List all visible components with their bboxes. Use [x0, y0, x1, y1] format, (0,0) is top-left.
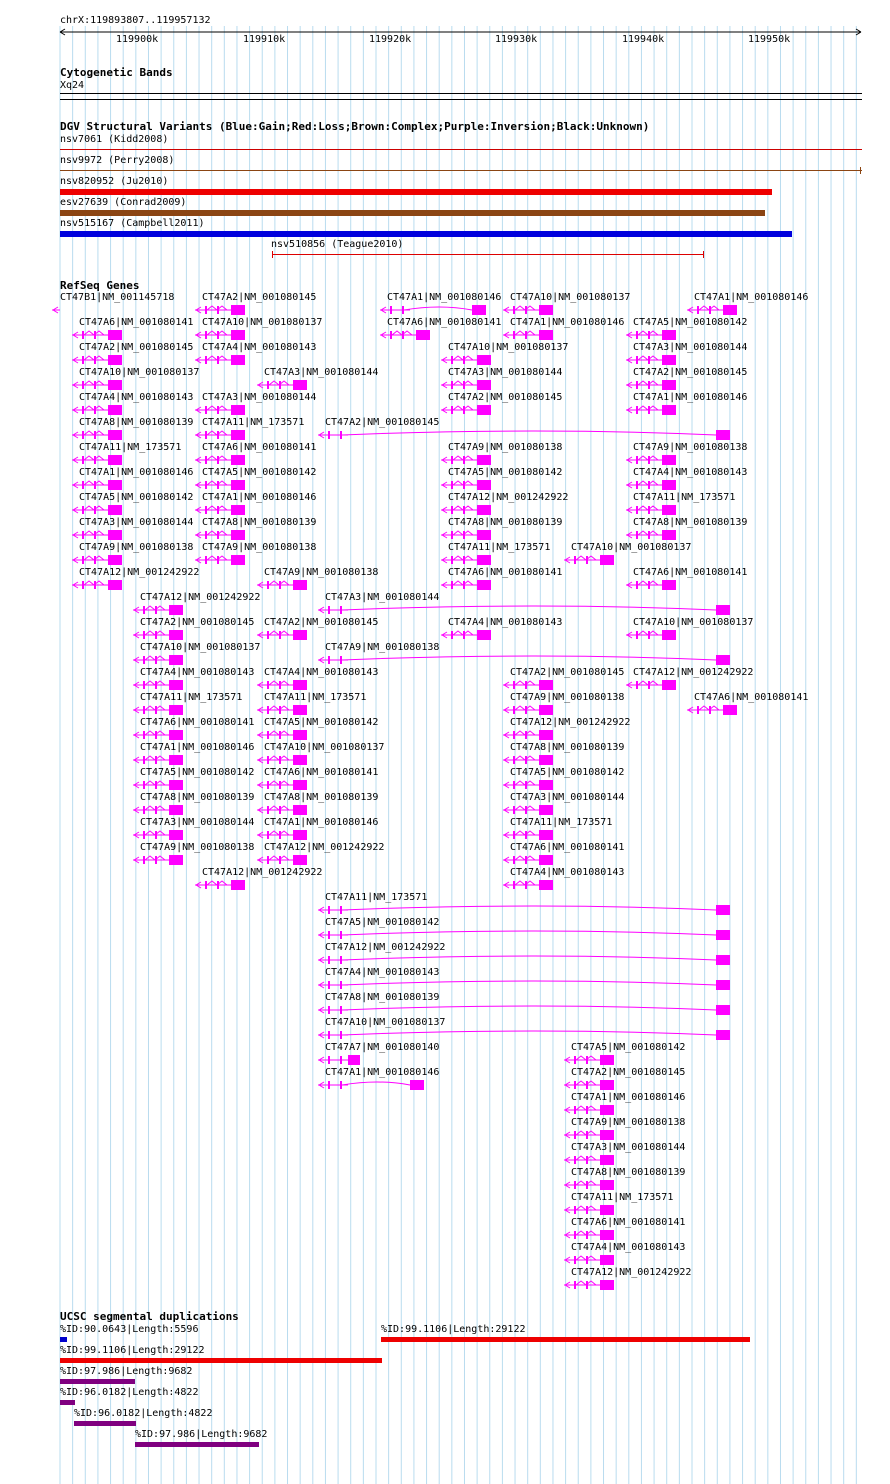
gene-glyph[interactable] — [626, 504, 678, 516]
gene-label[interactable]: CT47A11|NM_173571 — [571, 1192, 674, 1203]
gene-label[interactable]: CT47A4|NM_001080143 — [264, 667, 379, 678]
gene-glyph[interactable] — [564, 1204, 616, 1216]
gene-glyph[interactable] — [503, 729, 555, 741]
gene-glyph[interactable] — [626, 479, 678, 491]
gene-label[interactable]: CT47A2|NM_001080145 — [325, 417, 440, 428]
gene-glyph[interactable] — [195, 504, 247, 516]
gene-label[interactable]: CT47A1|NM_001080146 — [264, 817, 379, 828]
gene-label[interactable]: CT47A2|NM_001080145 — [510, 667, 625, 678]
gene-glyph[interactable] — [503, 754, 555, 766]
gene-glyph[interactable] — [503, 679, 555, 691]
gene-glyph[interactable] — [503, 804, 555, 816]
ruler-tick-label: 119950k — [748, 34, 791, 45]
gene-label[interactable]: CT47A4|NM_001080143 — [79, 392, 194, 403]
gene-label[interactable]: CT47A5|NM_001080142 — [202, 467, 317, 478]
variant-bar-end — [703, 251, 704, 258]
gene-label[interactable]: CT47A1|NM_001080146 — [79, 467, 194, 478]
gene-glyph[interactable] — [564, 1254, 616, 1266]
gene-glyph[interactable] — [195, 454, 247, 466]
segdup-bar[interactable] — [135, 1442, 259, 1447]
track-title: DGV Structural Variants (Blue:Gain;Red:Loss;Brown:Complex;Purple:Inversion;Black:Unknown) — [60, 120, 650, 133]
gene-label[interactable]: CT47A3|NM_001080144 — [79, 517, 194, 528]
gene-glyph[interactable] — [687, 704, 739, 716]
gene-glyph[interactable] — [626, 354, 678, 366]
variant-bar[interactable] — [60, 170, 862, 171]
gene-label[interactable]: CT47A11|NM_173571 — [140, 692, 243, 703]
gene-label[interactable]: CT47A12|NM_001242922 — [79, 567, 200, 578]
gene-label[interactable]: CT47A8|NM_001080139 — [325, 992, 440, 1003]
gene-glyph[interactable] — [441, 579, 493, 591]
gene-glyph[interactable] — [72, 579, 124, 591]
gene-glyph[interactable] — [72, 404, 124, 416]
gene-label[interactable]: CT47A4|NM_001080143 — [140, 667, 255, 678]
gene-label[interactable]: CT47A5|NM_001080142 — [140, 767, 255, 778]
gene-glyph[interactable] — [72, 529, 124, 541]
gene-label[interactable]: CT47A6|NM_001080141 — [571, 1217, 686, 1228]
segdup-bar[interactable] — [60, 1379, 135, 1384]
gene-glyph[interactable] — [318, 1029, 733, 1041]
variant-label[interactable]: nsv820952 (Ju2010) — [60, 176, 169, 187]
gene-glyph[interactable] — [257, 729, 309, 741]
variant-label[interactable]: nsv515167 (Campbell2011) — [60, 218, 205, 229]
gene-glyph[interactable] — [72, 479, 124, 491]
gene-glyph[interactable] — [257, 704, 309, 716]
gene-label[interactable]: CT47A11|NM_173571 — [325, 892, 428, 903]
gene-glyph[interactable] — [380, 329, 432, 341]
gene-label[interactable]: CT47A12|NM_001242922 — [571, 1267, 692, 1278]
gene-label[interactable]: CT47A5|NM_001080142 — [325, 917, 440, 928]
gene-glyph[interactable] — [564, 554, 616, 566]
gene-label[interactable]: CT47A8|NM_001080139 — [140, 792, 255, 803]
gene-label[interactable]: CT47A10|NM_001080137 — [140, 642, 261, 653]
gene-glyph[interactable] — [72, 429, 124, 441]
gene-label[interactable]: CT47A9|NM_001080138 — [140, 842, 255, 853]
gene-label[interactable]: CT47A9|NM_001080138 — [448, 442, 563, 453]
gene-glyph[interactable] — [626, 529, 678, 541]
gene-label[interactable]: CT47A2|NM_001080145 — [264, 617, 379, 628]
gene-glyph[interactable] — [626, 679, 678, 691]
gene-label[interactable]: CT47A7|NM_001080140 — [325, 1042, 440, 1053]
gene-label[interactable]: CT47A3|NM_001080144 — [264, 367, 379, 378]
gene-glyph[interactable] — [441, 629, 493, 641]
gene-glyph[interactable] — [318, 1079, 428, 1091]
gene-glyph[interactable] — [441, 479, 493, 491]
gene-label[interactable]: CT47A6|NM_001080141 — [387, 317, 502, 328]
gene-label[interactable]: CT47A2|NM_001080145 — [571, 1067, 686, 1078]
gene-glyph[interactable] — [133, 829, 185, 841]
gene-glyph[interactable] — [318, 604, 733, 616]
gene-glyph[interactable] — [318, 954, 733, 966]
track-title: RefSeq Genes — [60, 279, 140, 292]
gene-glyph[interactable] — [133, 804, 185, 816]
gene-label[interactable]: CT47A8|NM_001080139 — [202, 517, 317, 528]
gene-label[interactable]: CT47A1|NM_001080146 — [325, 1067, 440, 1078]
gene-label[interactable]: CT47A10|NM_001080137 — [79, 367, 200, 378]
segdup-bar[interactable] — [60, 1358, 382, 1363]
gene-label[interactable]: CT47A5|NM_001080142 — [79, 492, 194, 503]
gene-glyph[interactable] — [133, 779, 185, 791]
ruler-tick-label: 119900k — [116, 34, 159, 45]
track-title: Cytogenetic Bands — [60, 66, 173, 79]
gene-glyph[interactable] — [133, 604, 185, 616]
gene-glyph[interactable] — [257, 829, 309, 841]
variant-label[interactable]: nsv510856 (Teague2010) — [271, 239, 404, 250]
segdup-label[interactable]: %ID:97.986|Length:9682 — [135, 1429, 268, 1440]
gene-glyph[interactable] — [441, 354, 493, 366]
gene-label[interactable]: CT47A12|NM_001242922 — [448, 492, 569, 503]
gene-glyph[interactable] — [257, 804, 309, 816]
gene-glyph[interactable] — [195, 329, 247, 341]
gene-glyph[interactable] — [72, 354, 124, 366]
gene-glyph[interactable] — [503, 879, 555, 891]
gene-glyph[interactable] — [564, 1154, 616, 1166]
gene-label[interactable]: CT47A5|NM_001080142 — [264, 717, 379, 728]
gene-glyph[interactable] — [257, 629, 309, 641]
gene-glyph[interactable] — [72, 329, 124, 341]
gene-glyph[interactable] — [257, 854, 309, 866]
segdup-label[interactable]: %ID:99.1106|Length:29122 — [60, 1345, 205, 1356]
gene-glyph[interactable] — [503, 779, 555, 791]
gene-label[interactable]: CT47A6|NM_001080141 — [140, 717, 255, 728]
gene-glyph[interactable] — [195, 554, 247, 566]
gene-label[interactable]: CT47A9|NM_001080138 — [79, 542, 194, 553]
gene-label[interactable]: CT47A9|NM_001080138 — [202, 542, 317, 553]
gene-glyph[interactable] — [318, 904, 733, 916]
variant-bar[interactable] — [60, 189, 772, 195]
gene-label[interactable]: CT47A10|NM_001080137 — [571, 542, 692, 553]
variant-label[interactable]: nsv9972 (Perry2008) — [60, 155, 175, 166]
gene-glyph[interactable] — [318, 429, 733, 441]
gene-label[interactable]: CT47A4|NM_001080143 — [633, 467, 748, 478]
gene-glyph[interactable] — [503, 854, 555, 866]
gene-label[interactable]: CT47A4|NM_001080143 — [448, 617, 563, 628]
variant-label[interactable]: nsv7061 (Kidd2008) — [60, 134, 169, 145]
gene-label[interactable]: CT47A1|NM_001080146 — [571, 1092, 686, 1103]
gene-glyph[interactable] — [564, 1054, 616, 1066]
ruler-label: chrX:119893807..119957132 — [60, 15, 211, 26]
variant-bar-end — [860, 167, 861, 174]
gene-label[interactable]: CT47A10|NM_001080137 — [633, 617, 754, 628]
gene-label[interactable]: CT47A4|NM_001080143 — [325, 967, 440, 978]
gene-glyph[interactable] — [441, 379, 493, 391]
gene-glyph[interactable] — [626, 454, 678, 466]
gene-label[interactable]: CT47A9|NM_001080138 — [633, 442, 748, 453]
segdup-bar[interactable] — [381, 1337, 750, 1342]
gene-label[interactable]: CT47A1|NM_001080146 — [633, 392, 748, 403]
gene-label[interactable]: CT47A11|NM_173571 — [202, 417, 305, 428]
gene-glyph[interactable] — [626, 329, 678, 341]
gene-label[interactable]: CT47A10|NM_001080137 — [448, 342, 569, 353]
gene-glyph[interactable] — [626, 404, 678, 416]
gene-label[interactable]: CT47A11|NM_173571 — [264, 692, 367, 703]
gene-glyph[interactable] — [564, 1104, 616, 1116]
gene-label[interactable]: CT47A11|NM_173571 — [448, 542, 551, 553]
ruler-tick-label: 119920k — [369, 34, 412, 45]
gene-label[interactable]: CT47A3|NM_001080144 — [140, 817, 255, 828]
gene-label[interactable]: CT47A3|NM_001080144 — [510, 792, 625, 803]
gene-glyph[interactable] — [503, 304, 555, 316]
variant-bar[interactable] — [60, 149, 862, 150]
gene-label[interactable]: CT47A1|NM_001080146 — [387, 292, 502, 303]
gene-label[interactable]: CT47A5|NM_001080142 — [510, 767, 625, 778]
cytoband-line — [60, 99, 862, 100]
gene-glyph[interactable] — [133, 654, 185, 666]
gene-glyph[interactable] — [72, 554, 124, 566]
gene-label[interactable]: CT47A3|NM_001080144 — [448, 367, 563, 378]
gene-label[interactable]: CT47A4|NM_001080143 — [571, 1242, 686, 1253]
gene-label[interactable]: CT47A6|NM_001080141 — [510, 842, 625, 853]
gene-glyph[interactable] — [564, 1279, 616, 1291]
track-title: UCSC segmental duplications — [60, 1310, 239, 1323]
gene-glyph[interactable] — [318, 979, 733, 991]
gene-label[interactable]: CT47A12|NM_001242922 — [264, 842, 385, 853]
gene-label[interactable]: CT47A8|NM_001080139 — [633, 517, 748, 528]
gene-label[interactable]: CT47A3|NM_001080144 — [571, 1142, 686, 1153]
gene-glyph[interactable] — [72, 504, 124, 516]
gene-glyph[interactable] — [257, 779, 309, 791]
variant-bar[interactable] — [60, 210, 765, 216]
gene-label[interactable]: CT47A6|NM_001080141 — [633, 567, 748, 578]
gene-label[interactable]: CT47A8|NM_001080139 — [448, 517, 563, 528]
segdup-bar[interactable] — [60, 1400, 75, 1405]
gene-glyph[interactable] — [195, 879, 247, 891]
gene-label[interactable]: CT47A9|NM_001080138 — [510, 692, 625, 703]
gene-label[interactable]: CT47A8|NM_001080139 — [571, 1167, 686, 1178]
variant-label[interactable]: esv27639 (Conrad2009) — [60, 197, 187, 208]
ruler-tick-label: 119910k — [243, 34, 286, 45]
gene-label[interactable]: CT47A12|NM_001242922 — [510, 717, 631, 728]
gene-label[interactable]: CT47A5|NM_001080142 — [448, 467, 563, 478]
gene-glyph[interactable] — [195, 304, 247, 316]
gene-label[interactable]: CT47A11|NM_173571 — [510, 817, 613, 828]
gene-glyph[interactable] — [503, 704, 555, 716]
gene-label[interactable]: CT47A6|NM_001080141 — [202, 442, 317, 453]
gene-label[interactable]: CT47A8|NM_001080139 — [510, 742, 625, 753]
gene-label[interactable]: CT47A2|NM_001080145 — [448, 392, 563, 403]
gene-glyph[interactable] — [626, 579, 678, 591]
gene-label[interactable]: CT47A1|NM_001080146 — [694, 292, 809, 303]
gene-glyph[interactable] — [441, 529, 493, 541]
gene-glyph[interactable] — [626, 629, 678, 641]
gene-glyph[interactable] — [564, 1179, 616, 1191]
segdup-bar[interactable] — [74, 1421, 136, 1426]
gene-label[interactable]: CT47A1|NM_001080146 — [202, 492, 317, 503]
gene-label[interactable]: CT47A9|NM_001080138 — [571, 1117, 686, 1128]
gene-glyph[interactable] — [72, 454, 124, 466]
gene-glyph[interactable] — [380, 304, 490, 316]
gene-label[interactable]: CT47A8|NM_001080139 — [79, 417, 194, 428]
gene-glyph[interactable] — [626, 379, 678, 391]
gene-glyph[interactable] — [257, 579, 309, 591]
gene-label[interactable]: CT47A3|NM_001080144 — [633, 342, 748, 353]
gene-label[interactable]: CT47A2|NM_001080145 — [140, 617, 255, 628]
gene-label[interactable]: CT47A10|NM_001080137 — [325, 1017, 446, 1028]
gene-glyph[interactable] — [564, 1129, 616, 1141]
cytoband-line — [60, 93, 862, 94]
gene-glyph[interactable] — [257, 754, 309, 766]
gene-glyph[interactable] — [133, 729, 185, 741]
gene-glyph[interactable] — [503, 829, 555, 841]
gene-glyph[interactable] — [318, 1054, 363, 1066]
gene-glyph[interactable] — [72, 379, 124, 391]
gene-glyph[interactable] — [318, 1004, 733, 1016]
gene-label[interactable]: CT47A11|NM_173571 — [79, 442, 182, 453]
segdup-label[interactable]: %ID:99.1106|Length:29122 — [381, 1324, 526, 1335]
variant-bar[interactable] — [60, 231, 792, 237]
ruler-tick-label: 119930k — [495, 34, 538, 45]
gene-label[interactable]: CT47A6|NM_001080141 — [448, 567, 563, 578]
segdup-bar[interactable] — [60, 1337, 67, 1342]
segdup-label[interactable]: %ID:96.0182|Length:4822 — [60, 1387, 199, 1398]
gene-glyph[interactable] — [564, 1079, 616, 1091]
gene-glyph[interactable] — [195, 529, 247, 541]
variant-bar-end — [272, 251, 273, 258]
gene-glyph[interactable] — [195, 404, 247, 416]
gene-label[interactable]: CT47A10|NM_001080137 — [202, 317, 323, 328]
gene-glyph[interactable] — [52, 304, 62, 316]
cytoband-label[interactable]: Xq24 — [60, 80, 85, 91]
gene-label[interactable]: CT47A12|NM_001242922 — [325, 942, 446, 953]
variant-bar[interactable] — [272, 254, 704, 255]
gene-label[interactable]: CT47A12|NM_001242922 — [140, 592, 261, 603]
gene-label[interactable]: CT47B1|NM_001145718 — [60, 292, 175, 303]
gene-label[interactable]: CT47A11|NM_173571 — [633, 492, 736, 503]
gene-glyph[interactable] — [687, 304, 739, 316]
gene-label[interactable]: CT47A10|NM_001080137 — [264, 742, 385, 753]
gene-glyph[interactable] — [441, 504, 493, 516]
gene-glyph[interactable] — [564, 1229, 616, 1241]
segdup-label[interactable]: %ID:96.0182|Length:4822 — [74, 1408, 213, 1419]
gene-glyph[interactable] — [257, 379, 309, 391]
gene-glyph[interactable] — [133, 754, 185, 766]
gene-glyph[interactable] — [133, 704, 185, 716]
gene-glyph[interactable] — [318, 654, 733, 666]
gene-label[interactable]: CT47A6|NM_001080141 — [694, 692, 809, 703]
gene-glyph[interactable] — [195, 429, 247, 441]
gene-label[interactable]: CT47A9|NM_001080138 — [325, 642, 440, 653]
gene-label[interactable]: CT47A3|NM_001080144 — [325, 592, 440, 603]
gene-glyph[interactable] — [257, 679, 309, 691]
gene-glyph[interactable] — [195, 354, 247, 366]
gene-glyph[interactable] — [441, 554, 493, 566]
gene-label[interactable]: CT47A2|NM_001080145 — [202, 292, 317, 303]
gene-glyph[interactable] — [503, 329, 555, 341]
gene-glyph[interactable] — [441, 404, 493, 416]
gene-glyph[interactable] — [441, 454, 493, 466]
gene-label[interactable]: CT47A6|NM_001080141 — [264, 767, 379, 778]
ruler-tick-label: 119940k — [622, 34, 665, 45]
gene-glyph[interactable] — [133, 629, 185, 641]
gene-label[interactable]: CT47A8|NM_001080139 — [264, 792, 379, 803]
gene-label[interactable]: CT47A2|NM_001080145 — [79, 342, 194, 353]
gene-label[interactable]: CT47A4|NM_001080143 — [202, 342, 317, 353]
gene-label[interactable]: CT47A1|NM_001080146 — [510, 317, 625, 328]
gene-label[interactable]: CT47A6|NM_001080141 — [79, 317, 194, 328]
gene-glyph[interactable] — [133, 854, 185, 866]
segdup-label[interactable]: %ID:97.986|Length:9682 — [60, 1366, 193, 1377]
gene-glyph[interactable] — [133, 679, 185, 691]
gene-label[interactable]: CT47A12|NM_001242922 — [633, 667, 754, 678]
gene-label[interactable]: CT47A3|NM_001080144 — [202, 392, 317, 403]
segdup-label[interactable]: %ID:90.0643|Length:5596 — [60, 1324, 199, 1335]
gene-label[interactable]: CT47A12|NM_001242922 — [202, 867, 323, 878]
gene-glyph[interactable] — [195, 479, 247, 491]
gene-label[interactable]: CT47A1|NM_001080146 — [140, 742, 255, 753]
gene-label[interactable]: CT47A2|NM_001080145 — [633, 367, 748, 378]
gene-label[interactable]: CT47A5|NM_001080142 — [633, 317, 748, 328]
gene-label[interactable]: CT47A5|NM_001080142 — [571, 1042, 686, 1053]
gene-label[interactable]: CT47A10|NM_001080137 — [510, 292, 631, 303]
gene-label[interactable]: CT47A4|NM_001080143 — [510, 867, 625, 878]
gene-label[interactable]: CT47A9|NM_001080138 — [264, 567, 379, 578]
gene-glyph[interactable] — [318, 929, 733, 941]
